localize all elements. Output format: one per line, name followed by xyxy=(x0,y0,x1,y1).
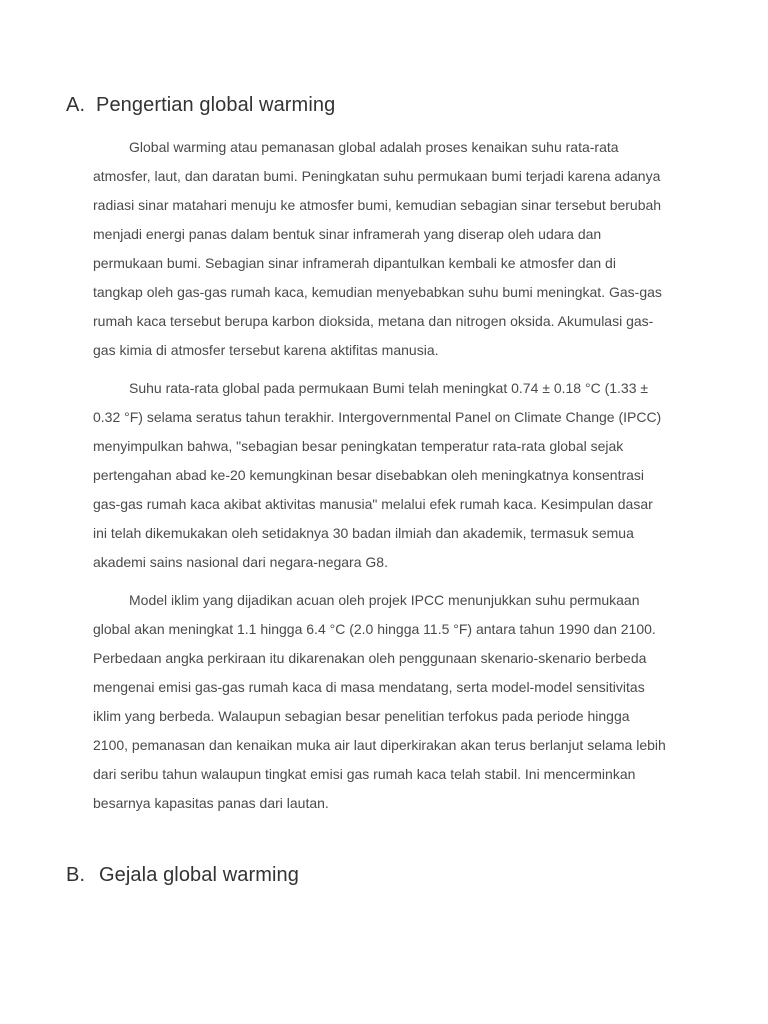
section-b-title: Gejala global warming xyxy=(99,864,299,886)
paragraph-2-line-3: menyimpulkan bahwa, "sebagian besar peningkatan temperatur rata-rata global sejak xyxy=(93,438,624,454)
section-b-letter: B. xyxy=(66,864,86,886)
paragraph-1-line-4: menjadi energi panas dalam bentuk sinar inframerah yang diserap oleh udara dan xyxy=(93,226,602,242)
paragraph-1-line-1: Global warming atau pemanasan global adalah proses kenaikan suhu rata-rata xyxy=(129,139,619,155)
paragraph-1-line-5: permukaan bumi. Sebagian sinar inframerah dipantulkan kembali ke atmosfer dan di xyxy=(93,255,616,271)
paragraph-3-line-7: dari seribu tahun walaupun tingkat emisi gas rumah kaca telah stabil. Ini mencerminkan xyxy=(93,766,636,782)
paragraph-3-line-5: iklim yang berbeda. Walaupun sebagian besar penelitian terfokus pada periode hingga xyxy=(93,708,630,724)
paragraph-3-line-2: global akan meningkat 1.1 hingga 6.4 °C (2.0 hingga 11.5 °F) antara tahun 1990 dan 2100. xyxy=(93,621,656,637)
paragraph-1-line-7: rumah kaca tersebut berupa karbon dioksida, metana dan nitrogen oksida. Akumulasi gas- xyxy=(93,313,654,329)
paragraph-1-line-3: radiasi sinar matahari menuju ke atmosfer bumi, kemudian sebagian sinar tersebut berubah xyxy=(93,197,662,213)
section-b-heading xyxy=(66,864,299,887)
paragraph-2-line-6: ini telah dikemukakan oleh setidaknya 30 badan ilmiah dan akademik, termasuk semua xyxy=(93,525,634,541)
paragraph-1-line-6: tangkap oleh gas-gas rumah kaca, kemudian menyebabkan suhu bumi meningkat. Gas-gas xyxy=(93,284,662,300)
paragraph-3-line-8: besarnya kapasitas panas dari lautan. xyxy=(93,795,329,811)
paragraph-3-line-6: 2100, pemanasan dan kenaikan muka air laut diperkirakan akan terus berlanjut selama lebih xyxy=(93,737,666,753)
paragraph-3-line-3: Perbedaan angka perkiraan itu dikarenakan oleh penggunaan skenario-skenario berbeda xyxy=(93,650,647,666)
paragraph-2-line-4: pertengahan abad ke-20 kemungkinan besar disebabkan oleh meningkatnya konsentrasi xyxy=(93,467,645,483)
section-a-letter: A. xyxy=(66,94,86,116)
paragraph-2-line-2: 0.32 °F) selama seratus tahun terakhir. Intergovernmental Panel on Climate Change (IPCC) xyxy=(93,409,662,425)
section-a-title: Pengertian global warming xyxy=(96,94,336,116)
paragraph-2-line-5: gas-gas rumah kaca akibat aktivitas manusia" melalui efek rumah kaca. Kesimpulan dasar xyxy=(93,496,653,512)
paragraph-2-line-7: akademi sains nasional dari negara-negara G8. xyxy=(93,554,388,570)
paragraph-1-line-2: atmosfer, laut, dan daratan bumi. Peningkatan suhu permukaan bumi terjadi karena adanya xyxy=(93,168,661,184)
paragraph-2-line-1: Suhu rata-rata global pada permukaan Bumi telah meningkat 0.74 ± 0.18 °C (1.33 ± xyxy=(129,380,649,396)
paragraph-1-line-8: gas kimia di atmosfer tersebut karena aktifitas manusia. xyxy=(93,342,439,358)
section-a-heading xyxy=(66,94,335,117)
paragraph-3-line-4: mengenai emisi gas-gas rumah kaca di masa mendatang, serta model-model sensitivitas xyxy=(93,679,645,695)
paragraph-3-line-1: Model iklim yang dijadikan acuan oleh projek IPCC menunjukkan suhu permukaan xyxy=(129,592,640,608)
